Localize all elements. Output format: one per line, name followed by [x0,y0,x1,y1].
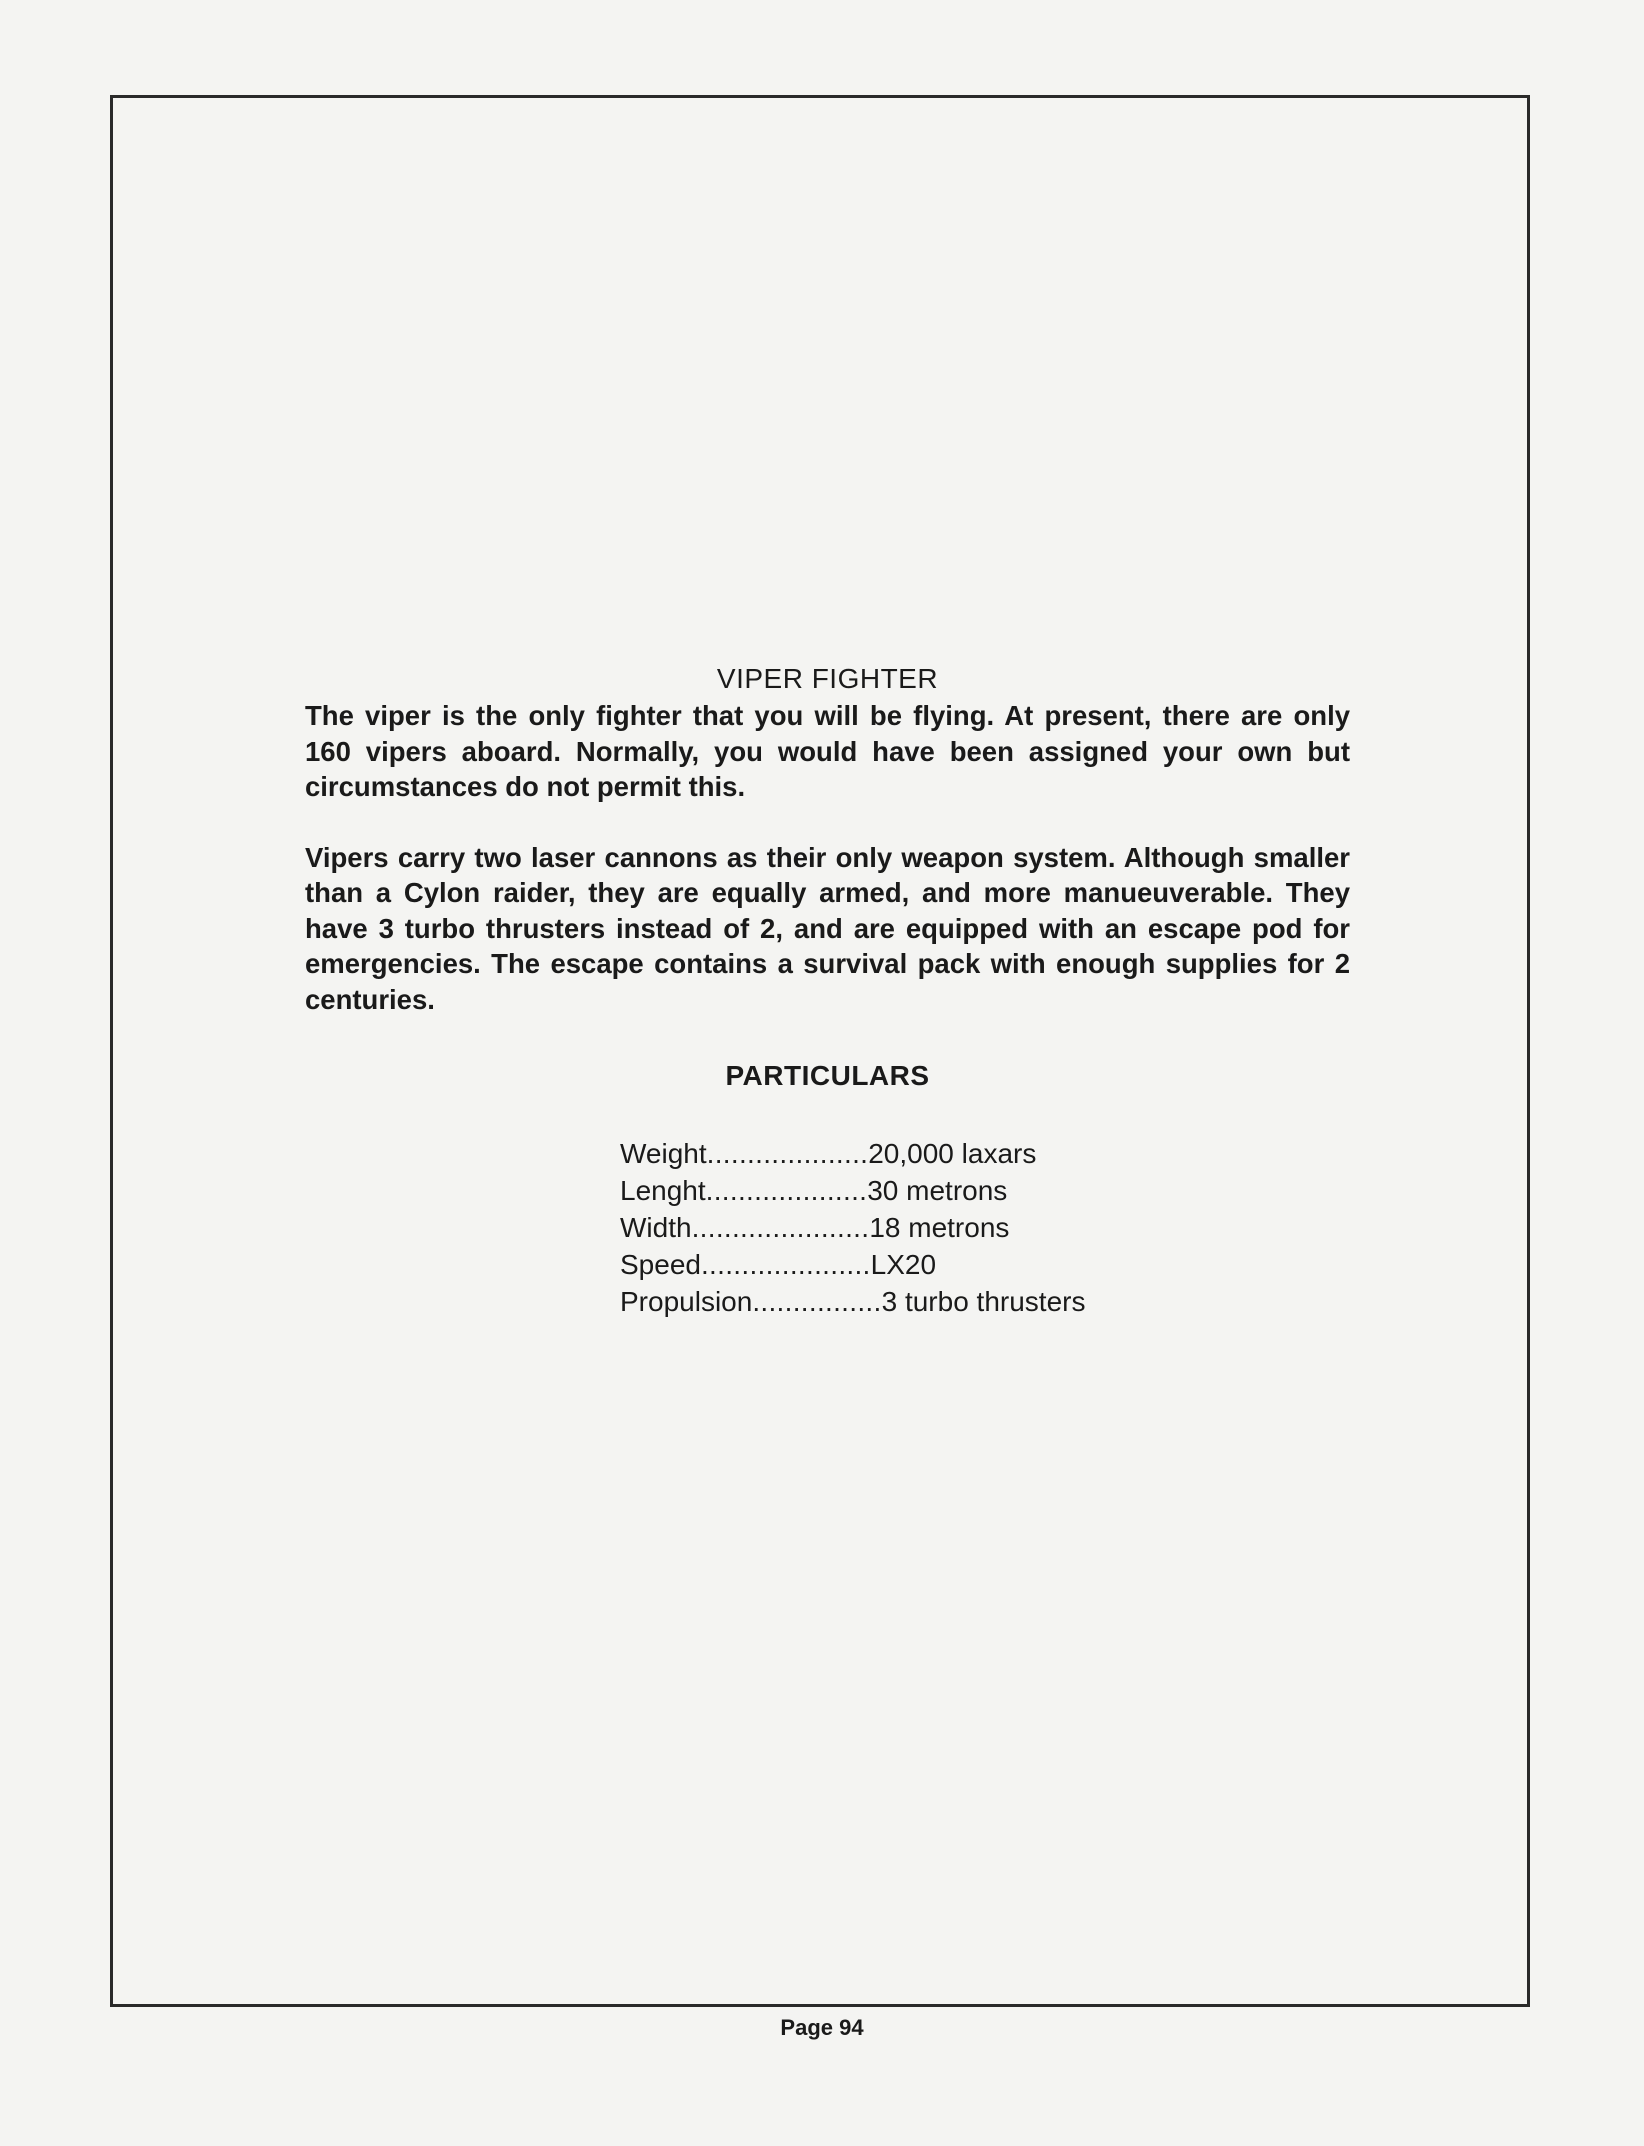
spec-value: 18 metrons [869,1212,1010,1243]
spec-row-width [620,1209,1350,1246]
spec-value: 20,000 laxars [868,1138,1037,1169]
spec-leader-dots: .................... [706,1138,869,1169]
page-number: Page 94 [780,2015,864,2040]
viper-paragraph-2: Vipers carry two laser cannons as their only weapon system. Although smaller than a Cylon raider, they are equally armed, and more manueuverable. They have 3 turbo thrusters instead of 2, and are equipped with an escape pod for emergencies. The escape contains a survival pack with enough supplies for 2 centuries. [305,841,1350,1015]
spec-label: Lenght [620,1175,706,1206]
spec-value: LX20 [870,1249,937,1280]
viper-paragraph-1: The viper is the only fighter that you will be flying. At present, there are only 160 vipers aboard. Normally, you would have been assigned your own but circumstances do not permit this. [305,700,1350,802]
spec-label: Speed [620,1249,701,1280]
spec-value: 30 metrons [867,1175,1008,1206]
spec-label: Width [620,1212,692,1243]
spec-leader-dots: .................... [705,1175,868,1206]
viper-fighter-title: VIPER FIGHTER [716,663,939,694]
spec-row-length [620,1172,1350,1209]
spec-row-speed [620,1246,1350,1283]
spec-leader-dots: ................ [752,1286,882,1317]
spec-row-weight [620,1135,1350,1172]
spec-leader-dots: ..................... [700,1249,871,1280]
spec-label: Propulsion [620,1286,753,1317]
particulars-title: PARTICULARS [725,1060,930,1091]
main-content [305,660,1350,1320]
spec-row-propulsion [620,1283,1350,1320]
particulars-list [620,1135,1350,1320]
spec-leader-dots: ...................... [691,1212,870,1243]
spec-value: 3 turbo thrusters [881,1286,1086,1317]
spec-label: Weight [620,1138,707,1169]
